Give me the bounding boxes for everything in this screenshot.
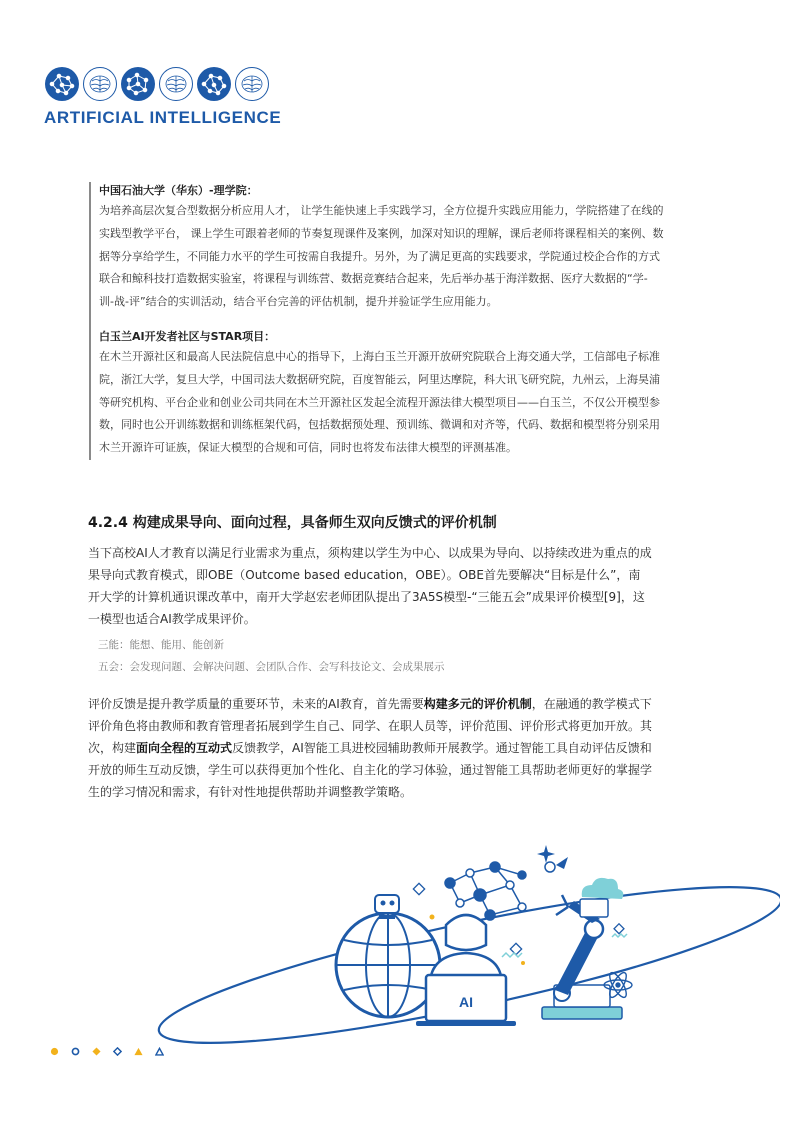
- paragraph-line: 开放的师生互动反馈，学生可以获得更加个性化、自主化的学习体验，通过智能工具帮助老师更好的掌握学: [88, 763, 653, 777]
- text-run: 评价反馈是提升教学质量的重要环节，未来的AI教育，首先需要: [88, 697, 424, 711]
- ring-icon: [71, 1047, 80, 1056]
- paragraph-line: [88, 693, 706, 715]
- screen-icon: [580, 899, 608, 917]
- ai-education-illustration: [150, 845, 780, 1045]
- feedback-paragraph: [88, 693, 706, 803]
- triangle-outline-icon: [155, 1047, 164, 1056]
- brand-wordmark: ARTIFICIAL INTELLIGENCE: [44, 108, 282, 127]
- case-line: 为培养高层次复合型数据分析应用人才， 让学生能快速上手实践学习，全方位提升实践应用能力，学院搭建了在线的: [99, 204, 664, 217]
- footer-shape-row: [50, 1047, 164, 1056]
- brain-circle-icon: [234, 66, 270, 102]
- case-line: 等研究机构、平台企业和创业公司共同在木兰开源社区发起全流程开源法律大模型项目——白玉兰，不仅公开模型参: [99, 395, 660, 409]
- laptop-icon: [416, 975, 516, 1026]
- wave-icon: [502, 934, 627, 957]
- case-line: 院，浙江大学，复旦大学，中国司法大数据研究院，百度智能云，阿里达摩院，科大讯飞研究院，九州云，上海昊浦: [99, 372, 660, 386]
- laptop-label: AI: [459, 994, 473, 1010]
- dot-icon: [50, 1047, 59, 1056]
- case-line: 据等分享给学生，不同能力水平的学生可按需自我提升。另外，为了满足更高的实践要求，学院通过校企合作的方式: [99, 249, 660, 263]
- network-circle-icon: [196, 66, 232, 102]
- paragraph-line: 果导向式教育模式，即OBE（Outcome based education，OBE）。OBE首先要解决“目标是什么”，南: [88, 568, 641, 582]
- case-line: 联合和鲸科技打造数据实验室，将课程与训练营、数据竞赛结合起来，先后举办基于海洋数据、医疗大数据的“学-: [99, 272, 648, 286]
- case-title-upc: 中国石油大学（华东）-理学院：: [99, 184, 258, 197]
- globe-icon: [336, 913, 440, 1017]
- section-heading: 4.2.4 构建成果导向、面向过程，具备师生双向反馈式的评价机制: [88, 515, 497, 531]
- brain-circle-icon: [158, 66, 194, 102]
- paragraph-line: 开大学的计算机通识课改革中，南开大学赵宏老师团队提出了3A5S模型-“三能五会”成果评价模型[9]，这: [88, 590, 645, 604]
- paragraph-line: 生的学习情况和需求，有针对性地提供帮助并调整教学策略。: [88, 785, 413, 799]
- cloud-icon: [582, 878, 624, 899]
- paragraph-line: 当下高校AI人才教育以满足行业需求为重点，须构建以学生为中心、以成果为导向、以持续改进为重点的成: [88, 546, 652, 560]
- case-line: 训-战-评”结合的实训活动，结合平台完善的评估机制，提升并验证学生应用能力。: [99, 295, 498, 309]
- obe-paragraph: [88, 542, 706, 630]
- paragraph-line: [88, 737, 706, 759]
- list-item: 五会：会发现问题、会解决问题、会团队合作、会写科技论文、会成果展示: [98, 661, 445, 673]
- text-run: ，在融通的教学模式下: [531, 697, 652, 711]
- paragraph-line: 评价角色将由教师和教育管理者拓展到学生自己、同学、在职人员等，评价范围、评价形式将更加开放。其: [88, 719, 653, 733]
- triangle-icon: [134, 1047, 143, 1056]
- evaluation-list: [98, 634, 445, 678]
- case-study-quote: [89, 182, 719, 460]
- diamond-icon: [92, 1047, 101, 1056]
- text-run: 反馈教学，AI智能工具进校园辅助教师开展教学。通过智能工具自动评估反馈和: [232, 741, 652, 755]
- network-circle-icon: [120, 66, 156, 102]
- network-circle-icon: [44, 66, 80, 102]
- paragraph-line: 一模型也适合AI教学成果评价。: [88, 612, 256, 626]
- diamond-outline-icon: [113, 1047, 122, 1056]
- case-line: 木兰开源许可证族，保证大模型的合规和可信，同时也将发布法律大模型的评测基准。: [99, 441, 517, 455]
- text-run: 次，构建: [88, 741, 137, 755]
- case-title-baiyulan: 白玉兰AI开发者社区与STAR项目：: [99, 329, 276, 343]
- satellite-icon: [545, 857, 568, 872]
- case-line: 在木兰开源社区和最高人民法院信息中心的指导下，上海白玉兰开源开放研究院联合上海交通大学，工信部电子标准: [99, 349, 660, 363]
- case-line: 数，同时也公开训练数据和训练框架代码，包括数据预处理、预训练、微调和对齐等，代码、数据和模型将分别采用: [99, 418, 660, 432]
- brain-circle-icon: [82, 66, 118, 102]
- logo-icon-row: [44, 66, 270, 102]
- list-item: 三能：能想、能用、能创新: [98, 639, 224, 651]
- sparkle-icon: [537, 845, 555, 863]
- bold-term: 构建多元的评价机制: [423, 697, 532, 711]
- bold-term: 面向全程的互动式: [136, 741, 233, 755]
- case-line: 实践型教学平台， 课上学生可跟着老师的节奏复现课件及案例，加深对知识的理解，课后老师将课程相关的案例、数: [99, 226, 664, 240]
- neural-network-icon: [445, 862, 526, 920]
